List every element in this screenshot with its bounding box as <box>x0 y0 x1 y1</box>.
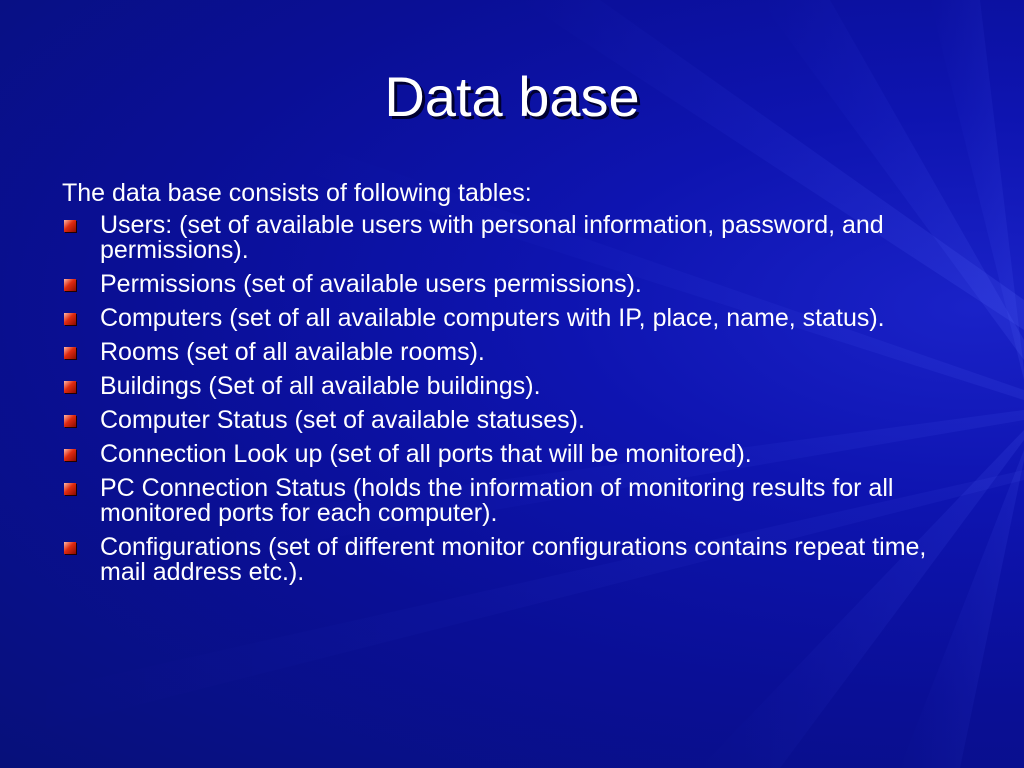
list-item <box>62 213 962 263</box>
list-item-text: Computer Status (set of available statuses). <box>100 406 585 434</box>
red-square-bullet-icon <box>64 381 76 393</box>
list-item-text: Computers (set of all available computers with IP, place, name, status). <box>100 304 885 332</box>
red-square-bullet-icon <box>64 279 76 291</box>
red-square-bullet-icon <box>64 415 76 427</box>
list-item <box>62 476 962 526</box>
list-item <box>62 374 962 399</box>
list-item <box>62 272 962 297</box>
list-item-text: Configurations (set of different monitor configurations contains repeat time, mail address etc.). <box>100 533 927 586</box>
bullet-list <box>62 213 962 585</box>
list-item <box>62 408 962 433</box>
list-item <box>62 442 962 467</box>
red-square-bullet-icon <box>64 542 76 554</box>
list-item-text: Users: (set of available users with personal information, password, and permissions). <box>100 211 884 264</box>
intro-text: The data base consists of following tables: <box>62 179 532 207</box>
list-item-text: Rooms (set of all available rooms). <box>100 338 485 366</box>
red-square-bullet-icon <box>64 347 76 359</box>
list-item <box>62 306 962 331</box>
red-square-bullet-icon <box>64 220 76 232</box>
red-square-bullet-icon <box>64 313 76 325</box>
list-item <box>62 535 962 585</box>
list-item-text: Connection Look up (set of all ports that will be monitored). <box>100 440 752 468</box>
red-square-bullet-icon <box>64 483 76 495</box>
list-item <box>62 340 962 365</box>
slide-body <box>62 178 962 594</box>
list-item-text: PC Connection Status (holds the information of monitoring results for all monitored ports for each computer). <box>100 474 894 527</box>
list-item-text: Permissions (set of available users permissions). <box>100 270 642 298</box>
slide-title: Data base <box>384 65 640 128</box>
list-item-text: Buildings (Set of all available buildings). <box>100 372 541 400</box>
red-square-bullet-icon <box>64 449 76 461</box>
